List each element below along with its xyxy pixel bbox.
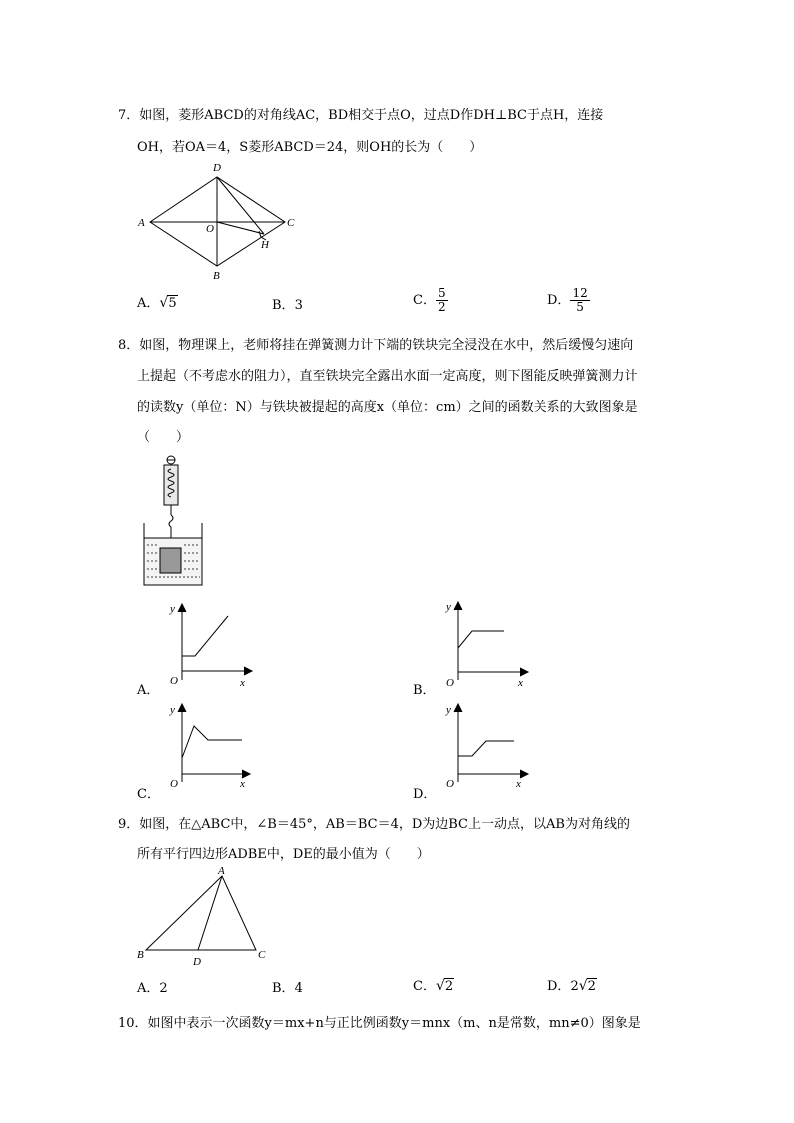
- q8-line-1: 8．如图，物理课上，老师将挂在弹簧测力计下端的铁块完全浸没在水中，然后缓慢匀速向: [118, 338, 634, 353]
- q9-option-d-label: D．: [547, 979, 571, 994]
- q9-option-c[interactable]: C．√2: [413, 978, 454, 994]
- q8-graph-b-origin-label: O: [446, 677, 454, 689]
- q8-option-b[interactable]: B．: [413, 683, 436, 698]
- q7-option-d-label: D．: [547, 293, 571, 308]
- q7-option-a-value: 5: [168, 296, 177, 311]
- q9-option-a[interactable]: [137, 977, 168, 996]
- q9-option-d-value: 2: [587, 979, 596, 994]
- q9-option-c-label: C．: [413, 979, 436, 994]
- q8-graph-a-y-label: y: [170, 603, 175, 615]
- q7-option-b[interactable]: [272, 294, 303, 313]
- q7-label-d: D: [213, 162, 221, 174]
- q9-option-d[interactable]: D．2√2: [547, 978, 596, 994]
- q7-label-h: H: [261, 239, 269, 251]
- q7-option-d[interactable]: [547, 287, 590, 314]
- q9-line-1: 9．如图，在△ABC中，∠B＝45°，AB＝BC＝4，D为边BC上一动点，以AB为对角线的: [118, 817, 630, 832]
- q9-option-a-label: A．: [137, 981, 160, 996]
- q7-line-1: 7．如图，菱形ABCD的对角线AC，BD相交于点O，过点D作DH⊥BC于点H，连接: [118, 108, 604, 123]
- q7-option-b-value: 3: [294, 298, 303, 313]
- q9-option-b-label: B．: [272, 981, 295, 996]
- q8-graph-d-x-label: x: [516, 778, 521, 790]
- q9-triangle-figure: [132, 862, 282, 972]
- q7-option-c[interactable]: [413, 287, 448, 314]
- q7-line-2: OH，若OA＝4，S菱形ABCD＝24，则OH的长为（ ）: [137, 140, 483, 155]
- q8-option-c[interactable]: C．: [137, 787, 160, 802]
- q8-line-3: 的读数y（单位：N）与铁块被提起的高度x（单位：cm）之间的函数关系的大致图象是: [137, 400, 638, 415]
- q8-graph-a-origin-label: O: [170, 675, 178, 687]
- q8-graph-b-x-label: x: [518, 677, 523, 689]
- q9-label-d: D: [193, 956, 201, 968]
- q10-line-1: 10．如图中表示一次函数y＝mx+n与正比例函数y＝mnx（m、n是常数，mn≠0）图象是: [118, 1016, 641, 1031]
- q8-graph-b-y-label: y: [446, 601, 451, 613]
- q7-option-a-label: A．: [137, 296, 160, 311]
- q9-option-d-coefficient: 2: [570, 979, 579, 994]
- q7-label-c: C: [287, 217, 295, 229]
- q8-graph-d-origin-label: O: [446, 778, 454, 790]
- q8-graph-c-origin-label: O: [170, 778, 178, 790]
- q9-label-b: B: [137, 949, 144, 961]
- q7-label-o: O: [206, 223, 214, 235]
- q8-graph-c: [160, 700, 260, 792]
- q8-graph-c-x-label: x: [240, 778, 245, 790]
- q9-line-2: 所有平行四边形ADBE中，DE的最小值为（ ）: [137, 847, 430, 862]
- q8-graph-d-y-label: y: [446, 704, 451, 716]
- q8-graph-a-x-label: x: [240, 677, 245, 689]
- q9-option-b[interactable]: [272, 977, 303, 996]
- q7-label-a: A: [138, 217, 145, 229]
- q7-option-c-fraction: $\frac{5}{2}$: [437, 286, 446, 314]
- q8-graph-d: [438, 700, 538, 792]
- q8-graph-a: [160, 600, 260, 690]
- q8-spring-scale-figure: [140, 453, 210, 593]
- q7-option-d-fraction: $\frac{12}{5}$: [572, 286, 588, 314]
- q8-graph-b: [438, 598, 538, 690]
- q7-option-b-label: B．: [272, 298, 295, 313]
- q9-option-c-value: 2: [444, 979, 454, 994]
- q8-option-d[interactable]: D．: [413, 787, 437, 802]
- q9-option-a-value: 2: [159, 981, 168, 996]
- q7-option-c-label: C．: [413, 293, 436, 308]
- q7-label-b: B: [213, 270, 220, 282]
- q9-label-a: A: [218, 865, 225, 877]
- q8-line-2: 上提起（不考虑水的阻力），直至铁块完全露出水面一定高度，则下图能反映弹簧测力计: [137, 369, 638, 384]
- q7-rhombus-figure: [135, 160, 305, 285]
- q8-option-a[interactable]: A．: [137, 683, 160, 698]
- q7-option-a[interactable]: A．√5: [137, 295, 177, 311]
- q9-label-c: C: [258, 949, 266, 961]
- q9-option-b-value: 4: [294, 981, 303, 996]
- q8-graph-c-y-label: y: [170, 704, 175, 716]
- q8-line-4: （ ）: [137, 430, 190, 445]
